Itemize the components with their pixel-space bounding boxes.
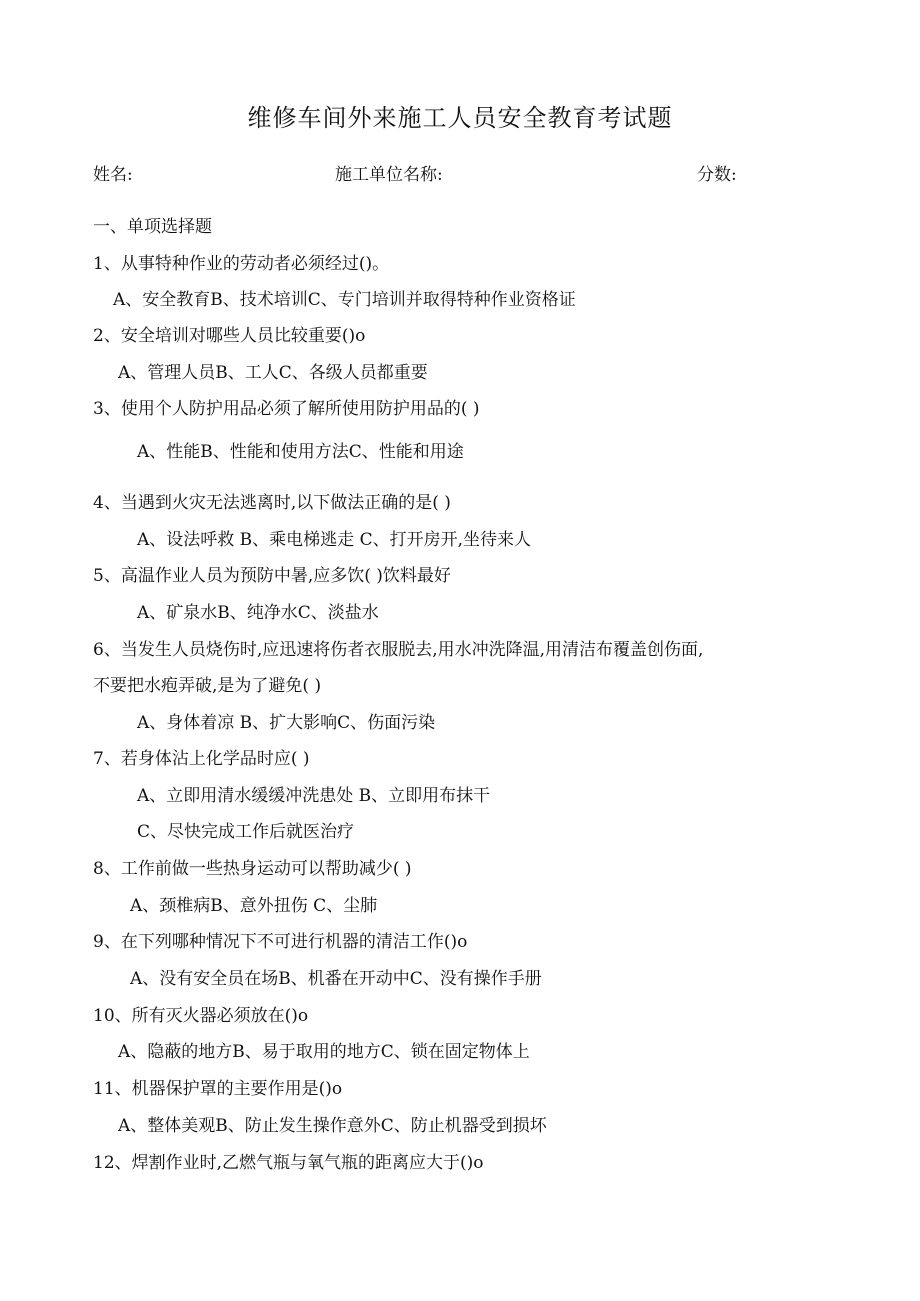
question-3: 3、使用个人防护用品必须了解所使用防护用品的( ) <box>93 399 480 419</box>
name-field-label: 姓名: <box>93 165 133 185</box>
question-8-options: A、颈椎病B、意外扭伤 C、尘肺 <box>130 896 378 916</box>
exam-title: 维修车间外来施工人员安全教育考试题 <box>247 104 673 132</box>
question-1: 1、从事特种作业的劳动者必须经过()。 <box>93 254 390 274</box>
question-7: 7、若身体沾上化学品时应( ) <box>93 749 310 769</box>
question-6: 6、当发生人员烧伤时,应迅速将伤者衣服脱去,用水冲洗降温,用清洁布覆盖创伤面, <box>93 640 704 660</box>
section-title: 一、单项选择题 <box>93 217 212 237</box>
question-2: 2、安全培训对哪些人员比较重要()o <box>93 326 366 346</box>
question-9: 9、在下列哪种情况下不可进行机器的清洁工作()o <box>93 932 468 952</box>
question-3-options: A、性能B、性能和使用方法C、性能和用途 <box>137 442 464 462</box>
question-5: 5、高温作业人员为预防中暑,应多饮( )饮料最好 <box>93 566 451 586</box>
question-10: 10、所有灭火器必须放在()o <box>93 1006 309 1026</box>
question-4: 4、当遇到火灾无法逃离时,以下做法正确的是( ) <box>93 493 451 513</box>
question-2-options: A、管理人员B、工人C、各级人员都重要 <box>118 363 428 383</box>
question-7-options: A、立即用清水缓缓冲洗患处 B、立即用布抹干 <box>137 786 491 806</box>
question-4-options: A、设法呼救 B、乘电梯逃走 C、打开房开,坐待来人 <box>137 530 531 550</box>
question-9-options: A、没有安全员在场B、机番在开动中C、没有操作手册 <box>130 969 542 989</box>
question-11: 11、机器保护罩的主要作用是()o <box>93 1079 343 1099</box>
unit-name-field-label: 施工单位名称: <box>335 165 443 185</box>
question-6-options: A、身体着凉 B、扩大影响C、伤面污染 <box>137 713 436 733</box>
question-10-options: A、隐蔽的地方B、易于取用的地方C、锁在固定物体上 <box>118 1042 530 1062</box>
question-1-options: A、安全教育B、技术培训C、专门培训并取得特种作业资格证 <box>113 290 576 310</box>
question-6-continued: 不要把水疱弄破,是为了避免( ) <box>93 676 322 696</box>
question-12: 12、焊割作业时,乙燃气瓶与氧气瓶的距离应大于()o <box>93 1153 484 1173</box>
question-11-options: A、整体美观B、防止发生操作意外C、防止机器受到损坏 <box>118 1116 547 1136</box>
question-8: 8、工作前做一些热身运动可以帮助减少( ) <box>93 859 412 879</box>
question-7-options-2: C、尽快完成工作后就医治疗 <box>137 822 355 842</box>
score-field-label: 分数: <box>697 165 737 185</box>
question-5-options: A、矿泉水B、纯净水C、淡盐水 <box>137 603 379 623</box>
